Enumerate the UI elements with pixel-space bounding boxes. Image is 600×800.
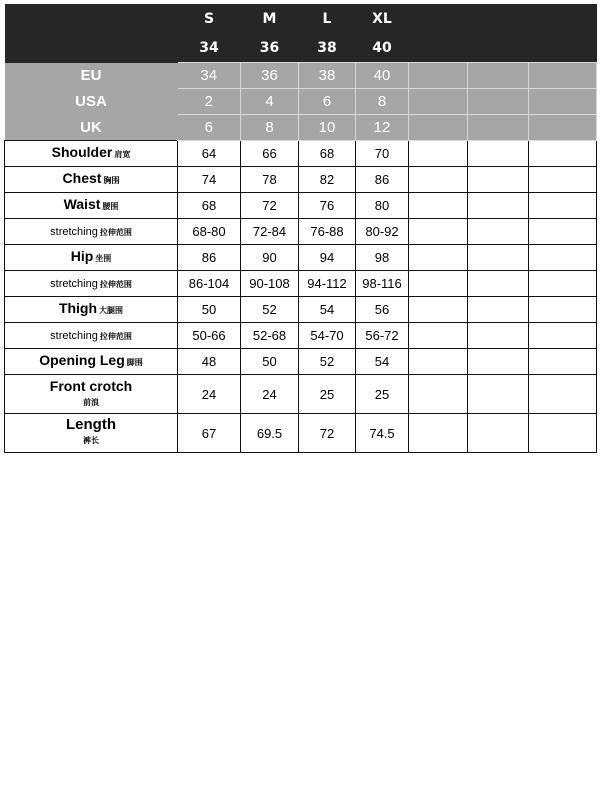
measurement-label-cell [5, 323, 178, 349]
measurement-value-cell: 50-66 [178, 323, 241, 349]
measurement-value-cell: 54-70 [299, 323, 356, 349]
empty-cell [529, 167, 597, 193]
measurement-row [5, 245, 597, 271]
measurement-label-chinese: 裤长 [83, 436, 99, 445]
size-number-cell: 34 [178, 33, 241, 63]
empty-cell [529, 193, 597, 219]
empty-cell [529, 349, 597, 375]
measurement-value-cell: 64 [178, 141, 241, 167]
empty-cell [529, 375, 597, 414]
measurement-value-cell: 56-72 [356, 323, 409, 349]
measurement-row [5, 141, 597, 167]
empty-cell [529, 219, 597, 245]
measurement-label-chinese: 前浪 [83, 397, 99, 407]
size-number-cell: 40 [356, 33, 409, 63]
empty-cell [468, 89, 529, 115]
empty-cell [468, 193, 529, 219]
measurement-label-cell [5, 219, 178, 245]
region-row [5, 63, 597, 89]
size-letter-cell: M [241, 4, 299, 33]
empty-cell [468, 115, 529, 141]
measurement-value-cell: 52 [299, 349, 356, 375]
empty-header-cell [409, 33, 468, 63]
empty-cell [409, 193, 468, 219]
measurement-value-cell: 69.5 [241, 414, 299, 453]
measurement-value-cell: 76 [299, 193, 356, 219]
measurement-row [5, 193, 597, 219]
measurement-label: Chest [62, 170, 102, 186]
measurement-label-chinese: 肩宽 [114, 150, 131, 159]
measurement-value-cell: 74 [178, 167, 241, 193]
measurement-label: stretching [50, 277, 98, 290]
measurement-value-cell: 68-80 [178, 219, 241, 245]
measurement-value-cell: 80-92 [356, 219, 409, 245]
measurement-label-cell [5, 271, 178, 297]
empty-cell [529, 115, 597, 141]
empty-header-cell [468, 4, 529, 33]
empty-cell [468, 414, 529, 453]
measurement-label-cell [5, 245, 178, 271]
empty-header-cell [529, 33, 597, 63]
measurement-value-cell: 86 [178, 245, 241, 271]
region-label: UK [5, 115, 178, 141]
empty-cell [468, 219, 529, 245]
measurement-label-chinese: 拉伸范围 [99, 227, 132, 237]
empty-cell [409, 141, 468, 167]
measurement-label: Opening Leg [39, 352, 125, 368]
measurement-row [5, 349, 597, 375]
measurement-row [5, 297, 597, 323]
empty-cell [468, 375, 529, 414]
measurement-label-cell [5, 141, 178, 167]
measurement-label-cell [5, 193, 178, 219]
measurement-value-cell: 86 [356, 167, 409, 193]
empty-cell [409, 375, 468, 414]
region-value-cell: 6 [299, 89, 356, 115]
empty-cell [468, 271, 529, 297]
size-number-cell: 38 [299, 33, 356, 63]
measurement-label: Hip [70, 248, 94, 264]
measurement-label-chinese: 大腿围 [99, 306, 124, 315]
measurement-value-cell: 82 [299, 167, 356, 193]
size-chart-table [4, 4, 597, 453]
measurement-value-cell: 72 [241, 193, 299, 219]
measurement-value-cell: 24 [178, 375, 241, 414]
measurement-label-chinese: 拉伸范围 [99, 279, 132, 289]
region-value-cell: 2 [178, 89, 241, 115]
size-letter-cell: S [178, 4, 241, 33]
empty-header-cell [529, 4, 597, 33]
measurement-label-cell [5, 167, 178, 193]
measurement-value-cell: 25 [356, 375, 409, 414]
measurement-row [5, 219, 597, 245]
measurement-row [5, 375, 597, 414]
empty-cell [468, 141, 529, 167]
empty-cell [409, 349, 468, 375]
measurement-label: stretching [50, 225, 98, 238]
region-conversion-section [5, 63, 597, 141]
empty-cell [468, 63, 529, 89]
empty-cell [529, 323, 597, 349]
measurement-value-cell: 52 [241, 297, 299, 323]
size-letter-cell: XL [356, 4, 409, 33]
empty-cell [529, 245, 597, 271]
measurement-row [5, 414, 597, 453]
measurement-label-chinese: 拉伸范围 [99, 331, 132, 341]
size-number-cell: 36 [241, 33, 299, 63]
measurement-label: Length [66, 416, 116, 433]
measurement-label-cell [5, 349, 178, 375]
empty-cell [468, 349, 529, 375]
measurement-section [5, 141, 597, 453]
region-value-cell: 8 [241, 115, 299, 141]
empty-cell [409, 219, 468, 245]
empty-cell [468, 167, 529, 193]
measurement-label-cell [5, 414, 178, 453]
empty-header-cell [468, 33, 529, 63]
measurement-row [5, 167, 597, 193]
measurement-label-chinese: 脚围 [126, 358, 143, 367]
measurement-value-cell: 52-68 [241, 323, 299, 349]
measurement-value-cell: 70 [356, 141, 409, 167]
measurement-label-cell [5, 375, 178, 414]
empty-cell [529, 414, 597, 453]
empty-cell [468, 323, 529, 349]
measurement-label: Front crotch [49, 377, 133, 394]
empty-cell [529, 141, 597, 167]
measurement-value-cell: 54 [356, 349, 409, 375]
region-label: EU [5, 63, 178, 89]
region-row [5, 89, 597, 115]
measurement-value-cell: 78 [241, 167, 299, 193]
empty-cell [409, 63, 468, 89]
measurement-label-chinese: 坐围 [95, 254, 112, 263]
region-value-cell: 6 [178, 115, 241, 141]
region-value-cell: 10 [299, 115, 356, 141]
empty-cell [529, 271, 597, 297]
empty-cell [409, 297, 468, 323]
empty-cell [529, 89, 597, 115]
empty-cell [529, 297, 597, 323]
measurement-label-chinese: 胸围 [103, 176, 120, 185]
empty-cell [409, 89, 468, 115]
empty-cell [409, 271, 468, 297]
measurement-label-chinese: 腰围 [102, 202, 119, 211]
measurement-value-cell: 90-108 [241, 271, 299, 297]
measurement-value-cell: 98 [356, 245, 409, 271]
size-letter-cell: L [299, 4, 356, 33]
measurement-value-cell: 54 [299, 297, 356, 323]
measurement-value-cell: 90 [241, 245, 299, 271]
measurement-value-cell: 56 [356, 297, 409, 323]
measurement-label-cell [5, 297, 178, 323]
measurement-value-cell: 68 [299, 141, 356, 167]
measurement-value-cell: 72-84 [241, 219, 299, 245]
measurement-value-cell: 66 [241, 141, 299, 167]
region-value-cell: 38 [299, 63, 356, 89]
empty-cell [409, 167, 468, 193]
measurement-value-cell: 74.5 [356, 414, 409, 453]
measurement-label: Thigh [58, 300, 98, 316]
measurement-row [5, 323, 597, 349]
empty-cell [529, 63, 597, 89]
measurement-value-cell: 72 [299, 414, 356, 453]
empty-cell [468, 297, 529, 323]
empty-cell [409, 323, 468, 349]
region-value-cell: 36 [241, 63, 299, 89]
measurement-label: Waist [63, 196, 101, 212]
measurement-label: Shoulder [51, 144, 113, 160]
measurement-value-cell: 48 [178, 349, 241, 375]
region-label: USA [5, 89, 178, 115]
header-corner-cell [5, 4, 178, 33]
region-value-cell: 4 [241, 89, 299, 115]
measurement-value-cell: 76-88 [299, 219, 356, 245]
region-value-cell: 40 [356, 63, 409, 89]
measurement-value-cell: 94-112 [299, 271, 356, 297]
region-value-cell: 34 [178, 63, 241, 89]
empty-header-cell [409, 4, 468, 33]
region-value-cell: 8 [356, 89, 409, 115]
empty-cell [409, 414, 468, 453]
empty-cell [409, 115, 468, 141]
measurement-value-cell: 50 [178, 297, 241, 323]
region-row [5, 115, 597, 141]
measurement-value-cell: 94 [299, 245, 356, 271]
measurement-value-cell: 25 [299, 375, 356, 414]
measurement-value-cell: 24 [241, 375, 299, 414]
measurement-value-cell: 67 [178, 414, 241, 453]
size-letter-row [5, 4, 597, 33]
measurement-value-cell: 98-116 [356, 271, 409, 297]
measurement-label: stretching [50, 329, 98, 342]
measurement-value-cell: 86-104 [178, 271, 241, 297]
header-corner-cell [5, 33, 178, 63]
measurement-value-cell: 80 [356, 193, 409, 219]
measurement-row [5, 271, 597, 297]
empty-cell [409, 245, 468, 271]
measurement-value-cell: 68 [178, 193, 241, 219]
region-value-cell: 12 [356, 115, 409, 141]
empty-cell [468, 245, 529, 271]
measurement-value-cell: 50 [241, 349, 299, 375]
size-number-row [5, 33, 597, 63]
